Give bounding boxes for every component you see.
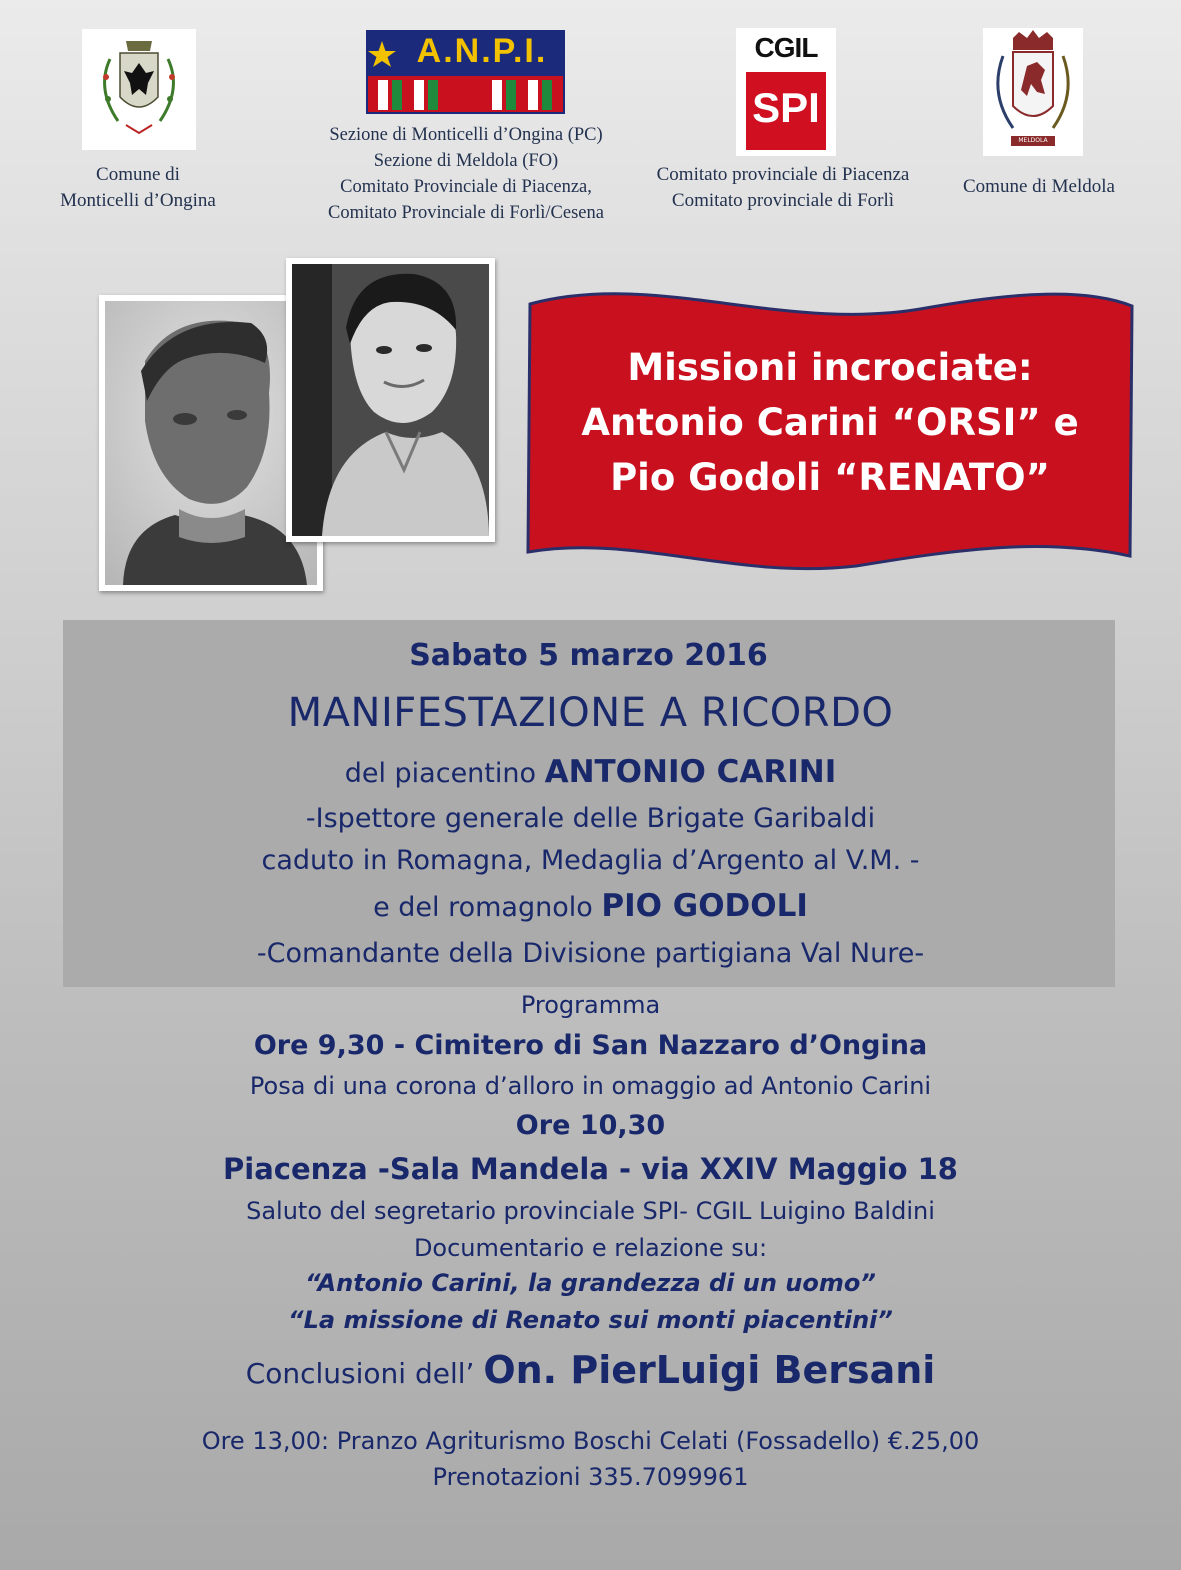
carini-name: ANTONIO CARINI xyxy=(544,754,837,790)
godoli-prefix: e del romagnolo xyxy=(373,892,602,923)
meldola-caption: Comune di Meldola xyxy=(963,176,1115,197)
cgil-logo-text: CGIL xyxy=(754,32,818,63)
anpi-caption-line: Comitato Provinciale di Forlì/Cesena xyxy=(328,203,604,223)
spi-logo-text: SPI xyxy=(752,84,820,131)
meldola-crest-logo xyxy=(983,28,1083,156)
conclusion-speaker: On. PierLuigi Bersani xyxy=(483,1348,936,1392)
program-doc-title-1: “Antonio Carini, la grandezza di un uomo” xyxy=(305,1269,876,1297)
godoli-description: -Comandante della Divisione partigiana Val Nure- xyxy=(256,938,925,969)
anpi-caption-line: Sezione di Monticelli d’Ongina (PC) xyxy=(329,125,603,145)
spi-logo-block xyxy=(746,72,826,150)
program-desc-1: Posa di una corona d’alloro in omaggio ad Antonio Carini xyxy=(249,1072,932,1100)
carini-description-2: caduto in Romagna, Medaglia d’Argento al V.M. - xyxy=(261,845,920,876)
program-item-1 xyxy=(0,1030,1181,1061)
anpi-logo-text: A.N.P.I. xyxy=(416,32,548,70)
banner-title-line: Antonio Carini “ORSI” e xyxy=(581,401,1079,444)
event-title: MANIFESTAZIONE A RICORDO xyxy=(287,690,894,736)
anpi-caption-line: Comitato Provinciale di Piacenza, xyxy=(340,177,592,197)
cgil-caption xyxy=(630,162,936,214)
anpi-logo xyxy=(366,30,565,114)
program-greeting: Saluto del segretario provinciale SPI- CGIL Luigino Baldini xyxy=(246,1197,935,1225)
program-heading: Programma xyxy=(520,991,661,1019)
program-doc-intro: Documentario e relazione su: xyxy=(413,1234,768,1262)
conclusion-prefix: Conclusioni dell’ xyxy=(245,1357,484,1390)
program-lunch: Ore 13,00: Pranzo Agriturismo Boschi Celati (Fossadello) €.25,00 xyxy=(201,1427,980,1455)
godoli-line xyxy=(0,888,1181,924)
portrait-godoli-image xyxy=(292,264,489,536)
program-conclusion xyxy=(0,1348,1181,1392)
carini-prefix: del piacentino xyxy=(344,758,545,789)
monticelli-caption xyxy=(40,162,236,214)
event-date: Sabato 5 marzo 2016 xyxy=(409,638,768,673)
program-booking: Prenotazioni 335.7099961 xyxy=(432,1463,749,1491)
monticelli-caption-line: Monticelli d’Ongina xyxy=(60,190,216,211)
program-place-1: - Cimitero di San Nazzaro d’Ongina xyxy=(384,1030,928,1061)
meldola-crest-text: MELDOLA xyxy=(1018,137,1048,144)
cgil-spi-logo xyxy=(736,28,836,156)
godoli-name: PIO GODOLI xyxy=(601,888,808,924)
carini-description-1: -Ispettore generale delle Brigate Garibaldi xyxy=(305,803,876,834)
monticelli-crest-logo xyxy=(82,29,196,150)
carini-line xyxy=(0,754,1181,790)
program-place-2: Piacenza -Sala Mandela - via XXIV Maggio 18 xyxy=(223,1152,958,1186)
program-time-2: Ore 10,30 xyxy=(515,1110,666,1141)
program-doc-title-2: “La missione di Renato sui monti piacentini” xyxy=(288,1306,893,1334)
program-time-1: Ore 9,30 xyxy=(253,1030,385,1061)
banner-title-line: Missioni incrociate: xyxy=(627,346,1033,389)
anpi-caption-line: Sezione di Meldola (FO) xyxy=(373,151,559,171)
banner-title xyxy=(540,340,1120,505)
photo-pio-godoli xyxy=(286,258,495,542)
cgil-caption-line: Comitato provinciale di Forlì xyxy=(671,190,895,211)
banner-title-line: Pio Godoli “RENATO” xyxy=(610,456,1050,499)
monticelli-caption-line: Comune di xyxy=(96,164,180,185)
anpi-caption xyxy=(260,122,672,226)
cgil-caption-line: Comitato provinciale di Piacenza xyxy=(656,164,910,185)
